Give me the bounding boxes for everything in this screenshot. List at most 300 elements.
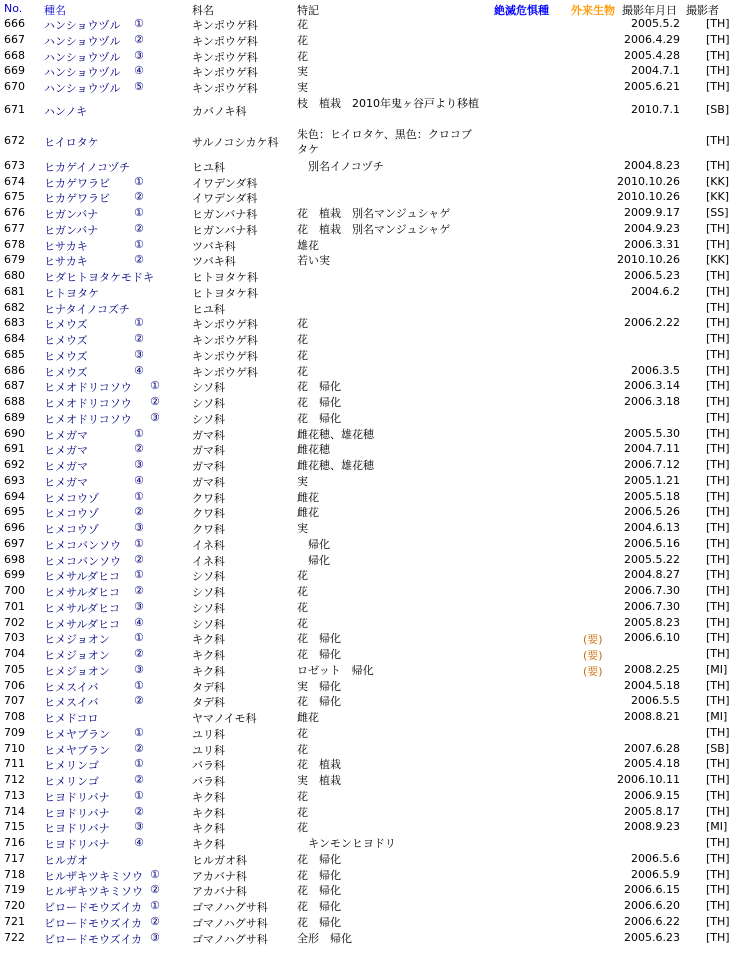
- species-index: ①: [134, 678, 144, 692]
- photo-date: 2006.6.15: [624, 883, 680, 897]
- row-notes: 朱色：ヒイロタケ、黒色：クロコブタケ: [297, 128, 472, 157]
- row-number: 721: [4, 914, 25, 928]
- species-name: [44, 836, 144, 852]
- row-number: 690: [4, 426, 25, 440]
- photographer-code: [TH]: [706, 473, 730, 487]
- family-name: イネ科: [192, 554, 225, 568]
- table-row: [0, 583, 750, 599]
- table-row: [0, 741, 750, 757]
- row-notes: 花 帰化: [297, 632, 341, 646]
- photo-date: 2006.3.14: [624, 379, 680, 393]
- species-index: ③: [150, 410, 160, 424]
- row-number: 689: [4, 410, 25, 424]
- row-notes: 実 帰化: [297, 679, 341, 693]
- row-number: 717: [4, 851, 25, 865]
- table-row: [0, 489, 750, 505]
- header-alien: 外来生物: [571, 4, 615, 17]
- species-label: ヒメコウゾ: [44, 491, 99, 505]
- species-index: ③: [134, 347, 144, 361]
- table-row: [0, 252, 750, 268]
- photo-date: 2006.9.15: [624, 788, 680, 802]
- photo-date: 2010.10.26: [617, 253, 680, 267]
- species-index: ②: [134, 647, 144, 660]
- row-number: 668: [4, 48, 25, 62]
- header-photographer: 撮影者: [686, 4, 719, 17]
- table-row: [0, 174, 750, 190]
- photographer-code: [SB]: [706, 102, 730, 116]
- table-row: [0, 32, 750, 48]
- species-name: [44, 599, 144, 616]
- row-notes: 花: [297, 616, 308, 630]
- species-name: [44, 17, 144, 33]
- species-name: [44, 820, 144, 836]
- table-row: [0, 284, 750, 300]
- species-index: ④: [134, 64, 144, 78]
- species-label: ヒトヨタケ: [44, 286, 99, 300]
- family-name: ヒルガオ科: [192, 853, 247, 867]
- species-name: [44, 725, 144, 742]
- species-index: ②: [150, 914, 160, 928]
- row-number: 700: [4, 584, 25, 597]
- row-notes: 花: [297, 333, 308, 346]
- row-notes: 帰化: [297, 537, 330, 551]
- row-notes: 花: [297, 364, 308, 378]
- species-index: ②: [134, 804, 144, 818]
- photographer-code: [TH]: [706, 395, 730, 408]
- photographer-code: [TH]: [706, 883, 730, 897]
- alien-flag: (要): [583, 664, 603, 678]
- row-notes: 花 帰化: [297, 380, 341, 394]
- row-notes: 雌花: [297, 506, 319, 520]
- row-number: 697: [4, 536, 25, 550]
- photographer-code: [TH]: [706, 158, 730, 172]
- photo-date: 2006.5.16: [624, 536, 680, 550]
- photographer-code: [TH]: [706, 867, 730, 881]
- species-name: [44, 332, 144, 348]
- family-name: シソ科: [192, 586, 225, 599]
- family-name: シソ科: [192, 570, 225, 584]
- species-label: ビロードモウズイカ: [44, 916, 143, 930]
- row-notes: 実: [297, 522, 308, 535]
- family-name: キンポウゲ科: [192, 318, 258, 332]
- species-index: ②: [134, 694, 144, 708]
- photo-date: 2006.5.6: [631, 851, 680, 865]
- row-number: 702: [4, 615, 25, 629]
- table-row: [0, 300, 750, 316]
- row-notes: 花: [297, 585, 308, 598]
- photo-date: 2007.6.28: [624, 741, 680, 755]
- table-row: [0, 237, 750, 253]
- species-name: [44, 32, 144, 49]
- table-row: [0, 819, 750, 835]
- photographer-code: [KK]: [706, 174, 730, 188]
- row-notes: 全形 帰化: [297, 931, 352, 945]
- row-notes: 花: [297, 726, 308, 740]
- family-name: ヤマノイモ科: [192, 712, 257, 725]
- photographer-code: [SS]: [706, 206, 729, 219]
- species-label: ヒガンバナ: [44, 223, 99, 237]
- photographer-code: [TH]: [706, 379, 730, 393]
- species-name: [44, 788, 144, 805]
- row-number: 676: [4, 206, 25, 219]
- species-index: ②: [134, 32, 144, 46]
- species-index: ①: [150, 899, 160, 912]
- species-index: ③: [134, 458, 144, 471]
- row-notes: 花 植栽 別名マンジュシャゲ: [297, 222, 451, 236]
- species-index: ⑤: [134, 80, 144, 93]
- row-notes: 花 帰化: [297, 868, 341, 882]
- row-number: 677: [4, 221, 25, 235]
- species-index: ②: [134, 442, 144, 456]
- photographer-code: [TH]: [706, 442, 730, 456]
- family-name: キク科: [192, 633, 225, 647]
- family-name: ヒトヨタケ科: [192, 286, 258, 300]
- species-label: ヒカゲワラビ: [44, 192, 110, 206]
- photographer-code: [TH]: [706, 568, 730, 582]
- species-label: ヒメコウゾ: [44, 507, 99, 521]
- table-row: [0, 615, 750, 631]
- species-name: [44, 80, 144, 96]
- photo-date: 2006.2.22: [624, 316, 680, 330]
- photo-date: 2010.10.26: [617, 174, 680, 188]
- row-notes: 雌花: [297, 490, 319, 504]
- species-name: [44, 536, 144, 553]
- species-index: ①: [134, 489, 144, 503]
- species-name: [44, 159, 130, 175]
- photographer-code: [TH]: [706, 17, 730, 30]
- row-notes: 花 帰化: [297, 884, 341, 898]
- species-index: ②: [150, 395, 160, 408]
- photographer-code: [TH]: [706, 64, 730, 78]
- species-label: ヒメガマ: [44, 428, 88, 442]
- table-row: [0, 378, 750, 394]
- family-name: キク科: [192, 838, 225, 851]
- species-label: ヒガンバナ: [44, 208, 99, 221]
- row-number: 666: [4, 17, 25, 30]
- photo-date: 2004.7.11: [624, 442, 680, 456]
- species-index: ③: [134, 48, 144, 62]
- photo-date: 2008.8.21: [624, 710, 680, 723]
- species-name: [44, 442, 144, 458]
- table-row: [0, 457, 750, 473]
- photo-date: 2006.6.20: [624, 899, 680, 912]
- species-name: [44, 914, 160, 931]
- photo-date: 2005.1.21: [624, 473, 680, 487]
- species-index: ②: [134, 221, 144, 235]
- species-label: ヒメジョオン: [44, 633, 110, 647]
- species-label: ビロードモウズイカ: [44, 932, 143, 946]
- species-name: [44, 134, 99, 150]
- table-row: [0, 567, 750, 583]
- table-row: [0, 63, 750, 79]
- family-name: シソ科: [192, 381, 225, 395]
- row-number: 699: [4, 568, 25, 582]
- photo-date: 2010.7.1: [631, 102, 680, 116]
- family-name: ユリ科: [192, 727, 225, 741]
- photographer-code: [TH]: [706, 458, 730, 471]
- species-name: [44, 426, 144, 443]
- row-number: 706: [4, 678, 25, 692]
- table-row: [0, 441, 750, 457]
- species-name: [44, 103, 87, 119]
- photo-date: 2010.10.26: [617, 190, 680, 204]
- header-species: 種名: [44, 4, 66, 17]
- row-number: 709: [4, 725, 25, 739]
- header-date: 撮影年月日: [622, 4, 677, 17]
- table-row: [0, 693, 750, 709]
- species-name: [44, 190, 144, 206]
- row-number: 688: [4, 395, 25, 408]
- photo-date: 2004.9.23: [624, 221, 680, 235]
- table-row: [0, 835, 750, 851]
- row-notes: 花 帰化: [297, 648, 341, 661]
- species-index: ①: [134, 17, 144, 30]
- species-label: ヒダヒトヨタケモドキ: [44, 271, 154, 284]
- family-name: ガマ科: [192, 444, 225, 458]
- table-row: [0, 851, 750, 867]
- photographer-code: [TH]: [706, 725, 730, 739]
- row-number: 675: [4, 190, 25, 204]
- species-name: [44, 678, 144, 695]
- species-label: ハンショウヅル: [44, 82, 121, 95]
- species-name: [44, 741, 144, 758]
- table-row: [0, 536, 750, 552]
- species-index: ④: [134, 836, 144, 849]
- table-row: [0, 914, 750, 930]
- photographer-code: [TH]: [706, 505, 730, 519]
- species-name: [44, 347, 144, 364]
- photographer-code: [KK]: [706, 253, 730, 267]
- row-notes: 花 植栽: [297, 758, 341, 772]
- family-name: キンポウゲ科: [192, 82, 258, 95]
- species-label: ヒメウズ: [44, 365, 88, 379]
- species-name: [44, 395, 160, 411]
- row-number: 683: [4, 316, 25, 330]
- photographer-code: [TH]: [706, 804, 730, 818]
- table-row: [0, 221, 750, 237]
- species-label: ヒメコウゾ: [44, 523, 99, 536]
- row-notes: 花: [297, 742, 308, 756]
- row-notes: 花 帰化: [297, 900, 341, 913]
- species-name: [44, 316, 144, 332]
- species-label: ハンショウヅル: [44, 66, 121, 80]
- family-name: ガマ科: [192, 428, 225, 442]
- row-number: 682: [4, 300, 25, 314]
- photographer-code: [MI]: [706, 662, 728, 676]
- species-label: ヒメオドリコソウ: [44, 397, 132, 410]
- table-row: [0, 599, 750, 615]
- photographer-code: [TH]: [706, 489, 730, 503]
- row-number: 686: [4, 363, 25, 377]
- table-row: [0, 48, 750, 64]
- photo-date: 2006.5.5: [631, 694, 680, 708]
- row-number: 674: [4, 174, 25, 188]
- species-name: [44, 174, 144, 191]
- row-notes: キンモンヒヨドリ: [297, 837, 396, 850]
- family-name: シソ科: [192, 617, 225, 631]
- row-notes: 花 帰化: [297, 695, 341, 709]
- row-number: 701: [4, 599, 25, 613]
- species-name: [44, 473, 144, 490]
- photo-date: 2005.4.18: [624, 757, 680, 771]
- photographer-code: [MI]: [706, 820, 728, 834]
- photographer-code: [KK]: [706, 190, 730, 204]
- photographer-code: [TH]: [706, 284, 730, 298]
- photo-date: 2006.3.18: [624, 395, 680, 408]
- species-name: [44, 852, 88, 868]
- table-row: [0, 662, 750, 678]
- photo-date: 2006.7.12: [624, 458, 680, 471]
- row-number: 673: [4, 158, 25, 172]
- family-name: キク科: [192, 822, 225, 836]
- species-label: ヒメオドリコソウ: [44, 381, 132, 395]
- row-notes: 実 植栽: [297, 774, 341, 787]
- photographer-code: [TH]: [706, 914, 730, 928]
- photographer-code: [TH]: [706, 773, 730, 786]
- family-name: ゴマノハグサ科: [192, 916, 268, 930]
- family-name: カバノキ科: [192, 104, 247, 118]
- family-name: バラ科: [192, 759, 225, 773]
- photo-date: 2004.7.1: [631, 64, 680, 78]
- row-number: 716: [4, 836, 25, 849]
- photographer-code: [TH]: [706, 851, 730, 865]
- photographer-code: [TH]: [706, 647, 730, 660]
- table-row: [0, 898, 750, 914]
- species-index: ②: [134, 741, 144, 755]
- row-notes: 花: [297, 789, 308, 803]
- table-row: [0, 520, 750, 536]
- species-index: ②: [134, 584, 144, 597]
- row-number: 670: [4, 80, 25, 93]
- family-name: クワ科: [192, 491, 225, 505]
- row-number: 704: [4, 647, 25, 660]
- species-label: ヒメサルダヒコ: [44, 601, 121, 615]
- species-label: ヒメオドリコソウ: [44, 412, 132, 426]
- row-notes: 実: [297, 474, 308, 488]
- photo-date: 2004.5.18: [624, 678, 680, 692]
- row-notes: 花 植栽 別名マンジュシャゲ: [297, 207, 451, 220]
- table-row: [0, 410, 750, 426]
- family-name: キク科: [192, 790, 225, 804]
- species-label: ヒメサルダヒコ: [44, 570, 121, 584]
- species-name: [44, 930, 160, 947]
- species-label: ヒメガマ: [44, 475, 88, 489]
- row-notes: 雌花穂、雄花穂: [297, 459, 374, 472]
- photographer-code: [TH]: [706, 521, 730, 534]
- species-name: [44, 64, 144, 80]
- species-name: [44, 221, 144, 238]
- row-number: 719: [4, 883, 25, 897]
- species-name: [44, 301, 130, 317]
- photographer-code: [TH]: [706, 347, 730, 361]
- species-name: [44, 757, 144, 773]
- photographer-code: [TH]: [706, 536, 730, 550]
- table-row: [0, 16, 750, 32]
- species-name: [44, 710, 99, 726]
- species-index: ②: [134, 552, 144, 566]
- photographer-code: [TH]: [706, 599, 730, 613]
- photo-date: 2009.9.17: [624, 206, 680, 219]
- family-name: タデ科: [192, 680, 225, 694]
- species-label: ヒナタイノコズチ: [44, 302, 130, 316]
- photographer-code: [TH]: [706, 694, 730, 708]
- species-name: [44, 458, 144, 474]
- species-label: ヒルザキツキミソウ: [44, 869, 143, 883]
- photographer-code: [MI]: [706, 710, 728, 723]
- species-label: ヒメコバンソウ: [44, 554, 121, 568]
- table-row: [0, 930, 750, 946]
- photo-date: 2004.8.27: [624, 568, 680, 582]
- species-name: [44, 285, 99, 301]
- photo-date: 2005.5.2: [631, 17, 680, 30]
- row-notes: 花: [297, 33, 308, 47]
- species-label: ヒヨドリバナ: [44, 790, 110, 804]
- table-header: [0, 0, 750, 16]
- species-index: ③: [134, 662, 144, 676]
- photographer-code: [TH]: [706, 426, 730, 440]
- species-label: ヒメウズ: [44, 318, 88, 332]
- species-index: ①: [134, 316, 144, 330]
- species-name: [44, 883, 160, 899]
- species-index: ①: [134, 237, 144, 251]
- row-number: 672: [4, 134, 25, 148]
- photo-date: 2004.6.2: [631, 284, 680, 298]
- species-name: [44, 662, 144, 679]
- row-notes: 雌花穂: [297, 443, 330, 457]
- row-notes: 花: [297, 600, 308, 614]
- species-index: ①: [150, 867, 160, 881]
- species-index: ①: [134, 631, 144, 645]
- family-name: ガマ科: [192, 460, 225, 473]
- family-name: キク科: [192, 664, 225, 678]
- species-index: ③: [134, 820, 144, 834]
- family-name: キンポウゲ科: [192, 349, 258, 363]
- species-name: [44, 253, 144, 269]
- row-number: 678: [4, 237, 25, 251]
- species-index: ④: [134, 363, 144, 377]
- photographer-code: [TH]: [706, 631, 730, 645]
- species-label: ヒヨドリバナ: [44, 822, 110, 836]
- photo-date: 2005.8.17: [624, 804, 680, 818]
- row-number: 713: [4, 788, 25, 802]
- species-label: ヒメヤブラン: [44, 727, 110, 741]
- photo-date: 2006.3.31: [624, 237, 680, 251]
- row-number: 714: [4, 804, 25, 818]
- photo-date: 2008.9.23: [624, 820, 680, 834]
- row-number: 693: [4, 473, 25, 487]
- row-notes: 花: [297, 348, 308, 362]
- table-row: [0, 867, 750, 883]
- table-row: [0, 646, 750, 662]
- family-name: ヒガンバナ科: [192, 208, 258, 221]
- family-name: アカバナ科: [192, 869, 247, 883]
- row-number: 712: [4, 773, 25, 786]
- species-index: ②: [134, 190, 144, 204]
- row-number: 705: [4, 662, 25, 676]
- species-index: ①: [134, 725, 144, 739]
- photo-date: 2005.5.30: [624, 426, 680, 440]
- row-number: 708: [4, 710, 25, 723]
- photo-date: 2004.6.13: [624, 521, 680, 534]
- photographer-code: [TH]: [706, 584, 730, 597]
- photographer-code: [TH]: [706, 363, 730, 377]
- species-index: ③: [134, 599, 144, 613]
- species-index: ①: [134, 206, 144, 219]
- family-name: キク科: [192, 806, 225, 820]
- row-number: 685: [4, 347, 25, 361]
- family-name: ヒガンバナ科: [192, 223, 258, 237]
- family-name: イワデンダ科: [192, 192, 258, 206]
